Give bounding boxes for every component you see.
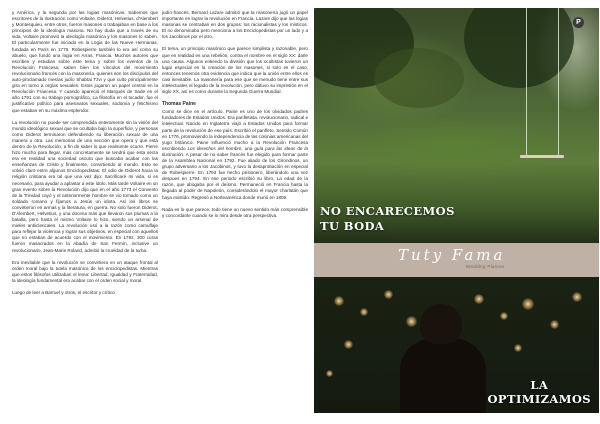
light-glow <box>474 294 484 304</box>
brand-subtitle: Wedding Planner <box>466 264 505 269</box>
light-glow <box>406 316 417 327</box>
paragraph-text: Como se dice en el artículo, Paine es uno de los olvidados padres fundadores de Estados Unidos. Era panfletista, revolucionario, radical e intelectual. Nacido en Inglaterra viajó a Estados Unidos para formar parte de la revolución de ese país. Escribió el panfleto, Sentido Común en 1776, promoviendo la independencia de las colonias americanas del yugo británico. Paine influenció mucho a la Revolución Francesa escribiendo <box>162 109 308 151</box>
paragraph: Era inevitable que la revolución se convirtiera en un ataque frontal al orden moral bajo la tutela masónica de los enciclopedistas. Mientras que estos filósofos utilizaban el lema: Libertad, Igualdad y Fraternidad, la ideología fundamental era acabar con el orden social y moral. <box>12 259 158 283</box>
headline-line: NO ENCARECEMOS <box>320 204 455 218</box>
light-glow <box>522 298 534 310</box>
paragraph: La revolución no puede ser comprendida enteramente sin la visión del mundo ideológico sexual que se ocultaba bajo la superficie, y personas como Diderot terminaron defendiendo su liberación sexual de una manera u otra. Las memorias de una sección que opera y que está dentro de la Revolución, a fin de saber lo que realmente ocurre. Pierre hizo mucho para llegar, más concretamente se tendrá que esta secta era en realidad una sociedad oscura que buscaba acabar con las enseñanzas de Cristo y finalmente, convirtiendo al mundo. Esto se volvió claro entre algunos Enciclopedistas. El odio de Diderot hacia la religión cristiana era tal que una vez dijo: Sacrificaré mi vida, si es necesario, para ayudar a aplastar a este ídolo. Más tarde Voltaire en un gran evento sobre la Revolución dijo que en el año 1773 el Convento de la Trinidad cayó y el anteriormente hombre se vio tomado como un soldado romano y fijamos a Jesús un idiota. Así los libros se convirtieron en armas y la literatura, en guerra. No solo fueron Diderot, D'Alembert, Helvetius, y una docena más que llevaron sus plumas a la batalla, pero hasta el mismo Voltaire lo hizo, siendo un arsenal de mieles antiiclericales. La revolución usó a la razón como camuflaje para reflejar la violencia y lograr sus objetivos, en especial con aquellos que no estaban de acuerdo con el movimiento. En 1792, 300 curas fueron masacrados en la Abadía de San Fermín, inclusive un revolucionario, Jean-Marie Roland, admitió la crueldad de la turba. <box>12 119 158 253</box>
swing-rope <box>526 8 527 156</box>
swing-seat <box>520 155 564 158</box>
pin-icon[interactable]: P <box>573 17 584 28</box>
brand-logo: Tuty Fama <box>398 246 506 264</box>
light-glow <box>334 296 344 306</box>
guest-silhouette <box>400 338 486 413</box>
tree-foliage <box>374 48 464 108</box>
light-glow <box>384 290 393 299</box>
paragraph-text: . A pesar de no saber francés fue elegido para formar parte de la Asamblea Nacional en 1792. Fue aliado de los Girondinos, un grupo adversario a los Jacobinos, y tuvo la desaprobación en especial de Robespierre. En 1793 fue hecho prisionero, liberándolo una vez despues en 1794. En ese periodo escribió su libro, La edad de la razón, que abogaba por el deísmo. Permaneció en Francia hasta la llegada al poder de Napoleón, considerándolo el mayor charlatán que haya existido. Regresó a Norteamérica donde murió en 1809. <box>162 151 308 200</box>
wedding-advertisement[interactable] <box>314 8 599 413</box>
headline-line: TU BODA <box>320 219 385 233</box>
paragraph: Luego de leer a Barruel y otros, el escritor y crítico <box>12 290 115 296</box>
paragraph: El tema, un principio masónico que parece simplista y razonable, pero que en realidad es una rebelión, contra el nombre en el siglo XX: darle una causa. Algunos entiendo la división que los ocultistas tuvieron un lugar especial en la creación de los masones, si solo es el caso, entonces tenemos otra evidencia que indica que la unión entre ellos es casi inevitable. La masonería para ese que se menudo tiene entre sus intelectuales el legado de la revolución, pero dátuvo su impresión en el siglo XX, así es como durante la Segunda Guerra Mundial. <box>162 46 308 95</box>
paragraph <box>162 109 308 200</box>
swing-rope <box>558 8 559 156</box>
light-glow <box>500 312 508 320</box>
book-title: Los derechos del hombre, una guía para las ideas de la Ilustración <box>162 145 308 157</box>
light-glow <box>572 292 582 302</box>
paragraph: judío-francés, Bernard Lazare admitió que la masonería jugó un papel importante en lograr la revolución en Francia. Lazare dijo que las logias masonas se centraban en dos grupos: los racionalistas y los místicos. El no denominaba pero menciona a los Enciclopedistas por un lado y a los Jacobinos por el otro. <box>162 10 308 40</box>
light-glow <box>360 308 368 316</box>
tagline-line: OPTIMIZAMOS <box>487 392 591 406</box>
paragraph: y América, y la segunda por las logias masónicas. Sabemos que escritores de la Ilustración como Voltaire, Diderot, Helvetius, d'Alembert y Montesquieu, entre otros, fueron masones o trabajaban en base a los principios de la ideología masona. No hay duda que a través de su vida, Voltaire promovió la ideología masónica y los masones lo saben. El particularmente fue iniciado en la Logia de las Nueve Hermanas, fundada en París en 1776. Robespierre también lo era así como su abuelo, que fundó una logia en Arras, Francia. Muchos autores que escriben y estudian sobre este tema y sobre los eventos de la Revolución Francesa, saben bien los vínculos del movimiento revolucionario francés con la masonería, quienes son los discípulos del auto-proclamado mesías judío Shabtai Tzvi y que culto principalmente gira en torno a orgías sexuales. Estos jugaron un papel central en la Revolución Francesa. Y cuando apareció el Marqués de Sade en el año 1791 con su trabajo pornográfico, La filosofía en el tocador, fue el justificativo político para asesinatos sexuales, sodomía y fetichismo que estaban en su máximo esplendor. <box>12 10 158 113</box>
section-heading: Thomas Paine <box>162 101 196 108</box>
text-column-left <box>12 10 158 302</box>
tagline-line: LA <box>530 378 549 392</box>
ad-headline <box>320 204 455 234</box>
text-column-right <box>162 10 308 225</box>
light-glow <box>326 370 333 377</box>
light-glow <box>514 344 522 352</box>
paragraph: Nada es lo que parece, todo tiene un nuevo sentido más comprensible y concordante cuando se lo mira desde otra perspectiva. <box>162 206 308 218</box>
light-glow <box>344 340 353 349</box>
guest-hair <box>420 304 462 344</box>
ad-tagline <box>488 378 591 406</box>
light-glow <box>550 320 559 329</box>
